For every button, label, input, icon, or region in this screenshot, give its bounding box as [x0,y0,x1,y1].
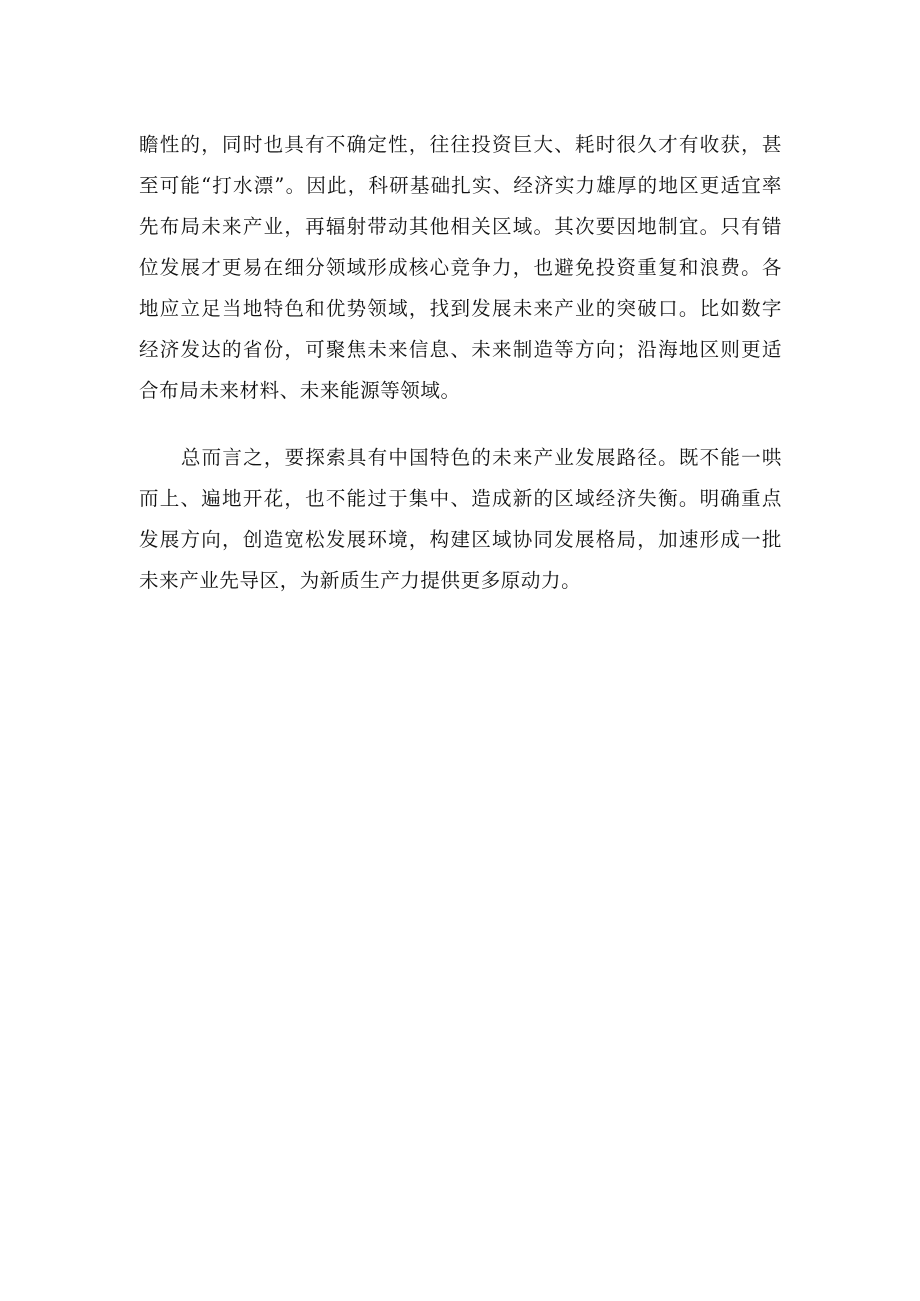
paragraph-conclusion: 总而言之，要探索具有中国特色的未来产业发展路径。既不能一哄而上、遍地开花，也不能过于集中、造成新的区域经济失衡。明确重点发展方向，创造宽松发展环境，构建区域协同发展格局，加速形成一批未来产业先导区，为新质生产力提供更多原动力。 [139,446,782,592]
document-body [139,124,782,601]
paragraph-continued: 瞻性的，同时也具有不确定性，往往投资巨大、耗时很久才有收获，甚至可能“打水漂”。因此，科研基础扎实、经济实力雄厚的地区更适宜率先布局未来产业，再辐射带动其他相关区域。其次要因地制宜。只有错位发展才更易在细分领域形成核心竞争力，也避免投资重复和浪费。各地应立足当地特色和优势领域，找到发展未来产业的突破口。比如数字经济发达的省份，可聚焦未来信息、未来制造等方向；沿海地区则更适合布局未来材料、未来能源等领域。 [139,133,782,402]
